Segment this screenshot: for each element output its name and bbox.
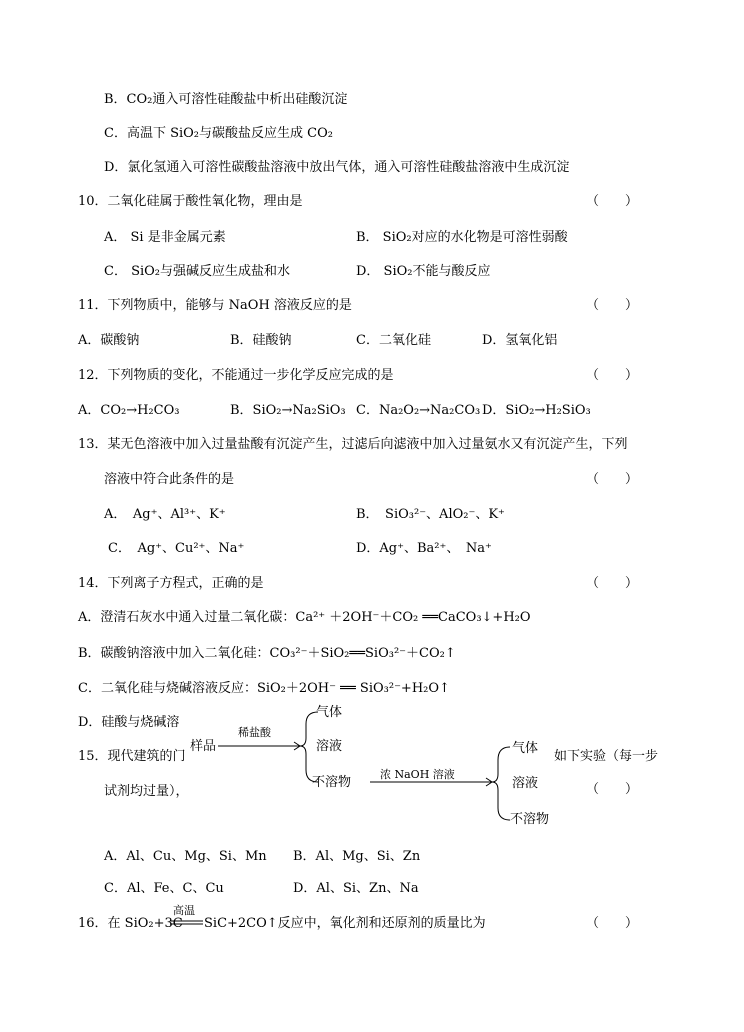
q13-stem-line1: 13．某无色溶液中加入过量盐酸有沉淀产生，过滤后向滤液中加入过量氨水又有沉淀产生，下列 xyxy=(78,437,628,452)
q15-option-a: A．Al、Cu、Mg、Si、Mn xyxy=(104,849,267,864)
q14-option-b: B．碳酸钠溶液中加入二氧化硅：CO₃²⁻＋SiO₂══SiO₃²⁻＋CO₂↑ xyxy=(78,646,456,661)
q11-option-c: C．二氧化硅 xyxy=(356,333,431,348)
q15-option-c: C．Al、Fe、C、Cu xyxy=(104,881,224,896)
q12-answer-bracket: （ ） xyxy=(586,368,639,383)
flow-sample-label: 样品 xyxy=(190,739,217,754)
q9-option-c: C．高温下 SiO₂与碳酸盐反应生成 CO₂ xyxy=(104,126,333,141)
q16-condition: 高温 xyxy=(173,904,195,917)
q13-stem-line2: 溶液中符合此条件的是 xyxy=(104,472,235,487)
q12-option-c: C．Na₂O₂→Na₂CO₃ xyxy=(356,403,481,418)
q11-option-d: D．氢氧化铝 xyxy=(482,333,558,348)
q10-option-d: D． SiO₂不能与酸反应 xyxy=(356,264,491,279)
q15-stem-line1: 15．现代建筑的门 xyxy=(78,749,186,764)
q13-answer-bracket: （ ） xyxy=(586,472,639,487)
flow-reagent-naoh: 浓 NaOH 溶液 xyxy=(380,768,455,781)
q14-stem: 14．下列离子方程式，正确的是 xyxy=(78,576,264,591)
q10-option-a: A． Si 是非金属元素 xyxy=(104,230,226,245)
flow-solution-1: 溶液 xyxy=(316,739,343,754)
q9-option-d: D．氯化氢通入可溶性碳酸盐溶液中放出气体，通入可溶性硅酸盐溶液中生成沉淀 xyxy=(104,160,570,175)
q15-option-b: B．Al、Mg、Si、Zn xyxy=(293,849,421,864)
q16-stem-post: SiC+2CO↑反应中，氧化剂和还原剂的质量比为 xyxy=(204,916,486,931)
q11-option-b: B．硅酸钠 xyxy=(230,333,292,348)
q14-option-c: C．二氧化硅与烧碱溶液反应：SiO₂＋2OH⁻ ══ SiO₃²⁻+H₂O↑ xyxy=(78,681,450,696)
flow-insoluble-2: 不溶物 xyxy=(510,812,550,827)
q15-option-d: D．Al、Si、Zn、Na xyxy=(293,881,419,896)
q12-option-a: A．CO₂→H₂CO₃ xyxy=(78,403,180,418)
q10-answer-bracket: （ ） xyxy=(586,194,639,209)
q16-answer-bracket: （ ） xyxy=(586,916,639,931)
q15-stem-line1-end: 如下实验（每一步 xyxy=(554,749,659,764)
q14-option-d-partial: D．硅酸与烧碱溶 xyxy=(78,715,180,730)
q13-option-b: B． SiO₃²⁻、AlO₂⁻、K⁺ xyxy=(356,507,505,522)
flow-gas-1: 气体 xyxy=(316,705,343,720)
q9-option-b: B．CO₂通入可溶性硅酸盐中析出硅酸沉淀 xyxy=(104,92,348,107)
q12-option-b: B．SiO₂→Na₂SiO₃ xyxy=(230,403,346,418)
q14-answer-bracket: （ ） xyxy=(586,576,639,591)
q15-stem-line2: 试剂均过量）， xyxy=(104,784,189,799)
q12-stem: 12．下列物质的变化，不能通过一步化学反应完成的是 xyxy=(78,368,394,383)
q11-answer-bracket: （ ） xyxy=(586,298,639,313)
q12-option-d: D．SiO₂→H₂SiO₃ xyxy=(482,403,591,418)
flow-solution-2: 溶液 xyxy=(512,776,539,791)
q10-stem: 10．二氧化硅属于酸性氧化物，理由是 xyxy=(78,194,303,209)
q13-option-a: A． Ag⁺、Al³⁺、K⁺ xyxy=(104,507,226,522)
q11-option-a: A．碳酸钠 xyxy=(78,333,140,348)
q14-option-a: A．澄清石灰水中通入过量二氧化碳：Ca²⁺ ＋2OH⁻＋CO₂ ══CaCO₃↓+H₂O xyxy=(78,610,531,625)
flow-reagent-hcl: 稀盐酸 xyxy=(238,726,271,739)
flow-insoluble-1: 不溶物 xyxy=(312,775,352,790)
q13-option-c: C． Ag⁺、Cu²⁺、Na⁺ xyxy=(108,541,245,556)
q13-option-d: D．Ag⁺、Ba²⁺、 Na⁺ xyxy=(356,541,492,556)
q16-stem-pre: 16．在 SiO₂+3C xyxy=(78,916,183,931)
q10-option-b: B． SiO₂对应的水化物是可溶性弱酸 xyxy=(356,230,568,245)
flow-gas-2: 气体 xyxy=(512,741,539,756)
q15-answer-bracket: （ ） xyxy=(586,782,639,797)
q11-stem: 11．下列物质中，能够与 NaOH 溶液反应的是 xyxy=(78,298,352,313)
q10-option-c: C． SiO₂与强碱反应生成盐和水 xyxy=(104,264,291,279)
